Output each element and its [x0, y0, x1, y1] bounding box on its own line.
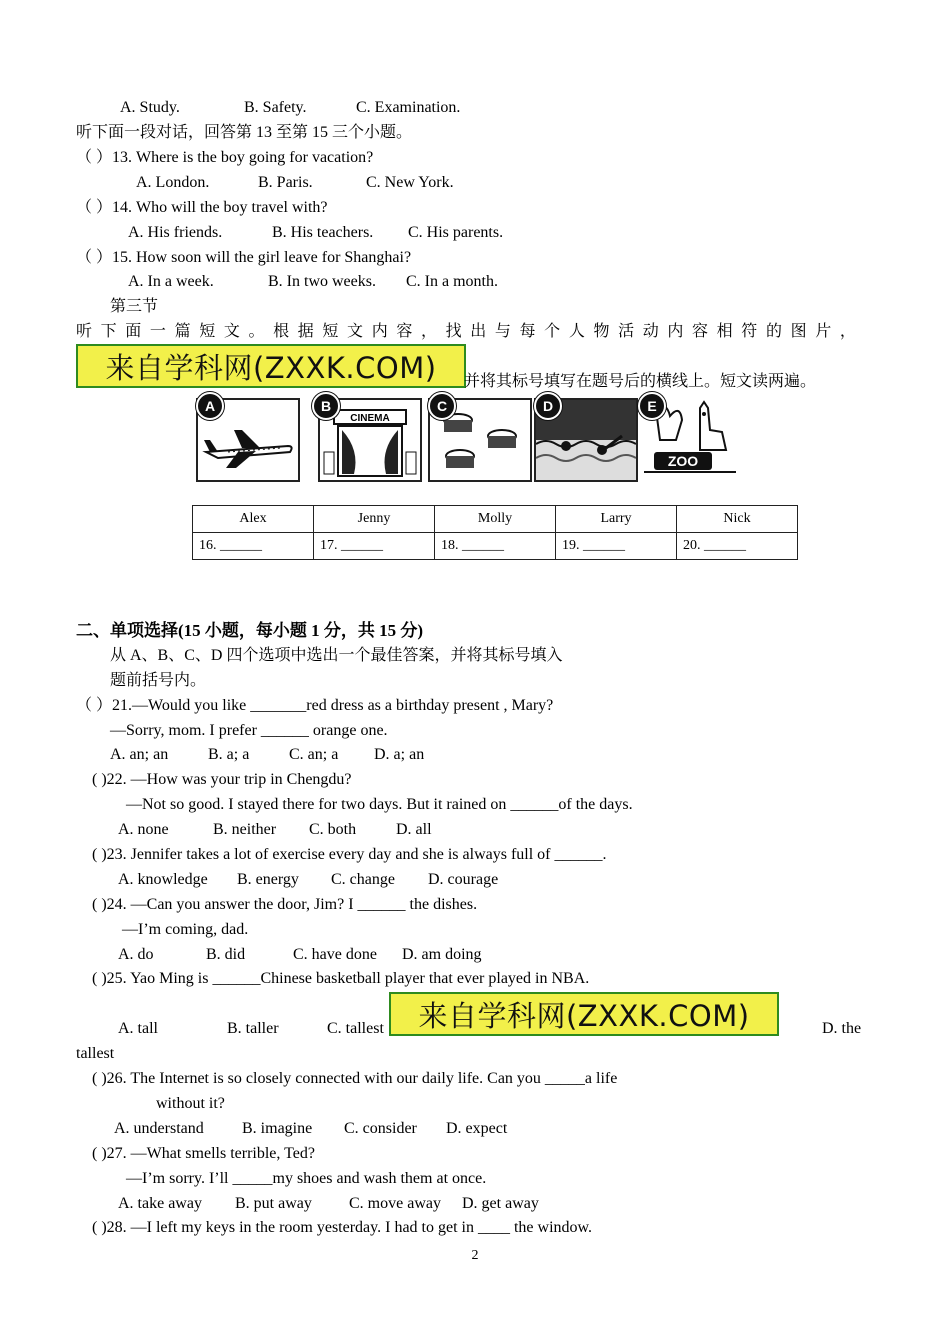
q22-stem: ( )22. —How was your trip in Chengdu?	[92, 771, 352, 788]
q12-option-c: C. Examination.	[356, 99, 461, 116]
q22-line2: —Not so good. I stayed there for two days. But it rained on ______of the days.	[126, 796, 633, 813]
q15-stem: （ ）15. How soon will the girl leave for Shanghai?	[76, 249, 412, 266]
answer-blank[interactable]: 17. ______	[314, 533, 435, 560]
matching-table	[192, 505, 798, 560]
picture-options	[192, 392, 744, 492]
q24-option-d: D. am doing	[402, 946, 482, 963]
q13-option-c: C. New York.	[366, 174, 454, 191]
picture-e-letter: E	[638, 392, 666, 420]
watermark-banner: 来自学科网(ZXXK.COM)	[76, 344, 466, 388]
q25-option-c: C. tallest	[327, 1020, 384, 1037]
watermark-banner: 来自学科网(ZXXK.COM)	[389, 992, 779, 1036]
q13-option-a: A. London.	[136, 174, 210, 191]
name-cell: Nick	[677, 506, 798, 533]
q15-option-a: A. In a week.	[128, 273, 214, 290]
q14-option-a: A. His friends.	[128, 224, 223, 241]
q21-line2: —Sorry, mom. I prefer ______ orange one.	[110, 722, 388, 739]
q23-option-b: B. energy	[237, 871, 299, 888]
answer-blank[interactable]: 18. ______	[435, 533, 556, 560]
picture-d-letter: D	[534, 392, 562, 420]
q26-option-c: C. consider	[344, 1120, 417, 1137]
q23-option-d: D. courage	[428, 871, 499, 888]
q14-option-b: B. His teachers.	[272, 224, 374, 241]
part2-instruction-1: 从 A、B、C、D 四个选项中选出一个最佳答案，并将其标号填入	[110, 647, 563, 664]
q15-option-b: B. In two weeks.	[268, 273, 376, 290]
q22-option-b: B. neither	[213, 821, 277, 838]
q23-stem: ( )23. Jennifer takes a lot of exercise every day and she is always full of ______.	[92, 846, 607, 863]
q21-option-c: C. an; a	[289, 746, 339, 763]
section3-instruction-line1: 听 下 面 一 篇 短 文 。 根 据 短 文 内 容 ， 找 出 与 每 个 人 物 活 动 内 容 相 符 的 图 片 ，	[76, 323, 856, 340]
picture-b-letter: B	[312, 392, 340, 420]
cinema-sign-text: CINEMA	[350, 413, 390, 424]
q26-option-d: D. expect	[446, 1120, 508, 1137]
q22-option-c: C. both	[309, 821, 357, 838]
q27-option-b: B. put away	[235, 1195, 312, 1212]
q24-option-b: B. did	[206, 946, 246, 963]
zoo-sign-text: ZOO	[667, 453, 699, 469]
picture-a-letter: A	[196, 392, 224, 420]
section3-instruction-line2: 并将其标号填写在题号后的横线上。短文读两遍。	[464, 373, 817, 390]
q27-stem: ( )27. —What smells terrible, Ted?	[92, 1145, 315, 1162]
q27-line2: —I’m sorry. I’ll _____my shoes and wash them at once.	[126, 1170, 487, 1187]
q21-option-d: D. a; an	[374, 746, 425, 763]
q27-option-a: A. take away	[118, 1195, 202, 1212]
q26-option-a: A. understand	[114, 1120, 204, 1137]
q26-option-b: B. imagine	[242, 1120, 313, 1137]
q27-option-d: D. get away	[462, 1195, 539, 1212]
part2-title: 二、单项选择(15 小题，每小题 1 分，共 15 分)	[76, 621, 424, 640]
q25-option-b: B. taller	[227, 1020, 279, 1037]
q25-option-d: D. the	[822, 1020, 862, 1037]
name-cell: Molly	[435, 506, 556, 533]
q26-stem: ( )26. The Internet is so closely connected with our daily life. Can you _____a life	[92, 1070, 618, 1087]
q25-stem: ( )25. Yao Ming is ______Chinese basketball player that ever played in NBA.	[92, 970, 590, 987]
q25-option-a: A. tall	[118, 1020, 158, 1037]
q14-option-c: C. His parents.	[408, 224, 504, 241]
q21-stem: （ ）21.—Would you like _______red dress as a birthday present , Mary?	[76, 697, 554, 714]
q23-option-a: A. knowledge	[118, 871, 208, 888]
q21-option-a: A. an; an	[110, 746, 169, 763]
picture-c-letter: C	[428, 392, 456, 420]
q12-option-a: A. Study.	[120, 99, 180, 116]
q15-option-c: C. In a month.	[406, 273, 498, 290]
page-number: 2	[471, 1248, 479, 1263]
answer-blank[interactable]: 19. ______	[556, 533, 677, 560]
q23-option-c: C. change	[331, 871, 395, 888]
name-cell: Jenny	[314, 506, 435, 533]
q12-option-b: B. Safety.	[244, 99, 307, 116]
part2-instruction-2: 题前括号内。	[110, 672, 207, 689]
answer-blank[interactable]: 16. ______	[193, 533, 314, 560]
q28-stem: ( )28. —I left my keys in the room yesterday. I had to get in ____ the window.	[92, 1219, 593, 1236]
name-cell: Alex	[193, 506, 314, 533]
q26-line2: without it?	[156, 1095, 225, 1112]
section3-title: 第三节	[110, 298, 159, 315]
answer-blank[interactable]: 20. ______	[677, 533, 798, 560]
q22-option-a: A. none	[118, 821, 169, 838]
q14-stem: （ ）14. Who will the boy travel with?	[76, 199, 328, 216]
q13-stem: （ ）13. Where is the boy going for vacation?	[76, 149, 374, 166]
q21-option-b: B. a; a	[208, 746, 250, 763]
q24-option-a: A. do	[118, 946, 154, 963]
dialog-intro: 听下面一段对话，回答第 13 至第 15 三个小题。	[76, 124, 413, 141]
q24-option-c: C. have done	[293, 946, 377, 963]
name-cell: Larry	[556, 506, 677, 533]
q13-option-b: B. Paris.	[258, 174, 313, 191]
q25-option-d-wrap: tallest	[76, 1045, 115, 1062]
q24-stem: ( )24. —Can you answer the door, Jim? I ______ the dishes.	[92, 896, 478, 913]
q22-option-d: D. all	[396, 821, 432, 838]
q24-line2: —I’m coming, dad.	[122, 921, 249, 938]
q27-option-c: C. move away	[349, 1195, 441, 1212]
